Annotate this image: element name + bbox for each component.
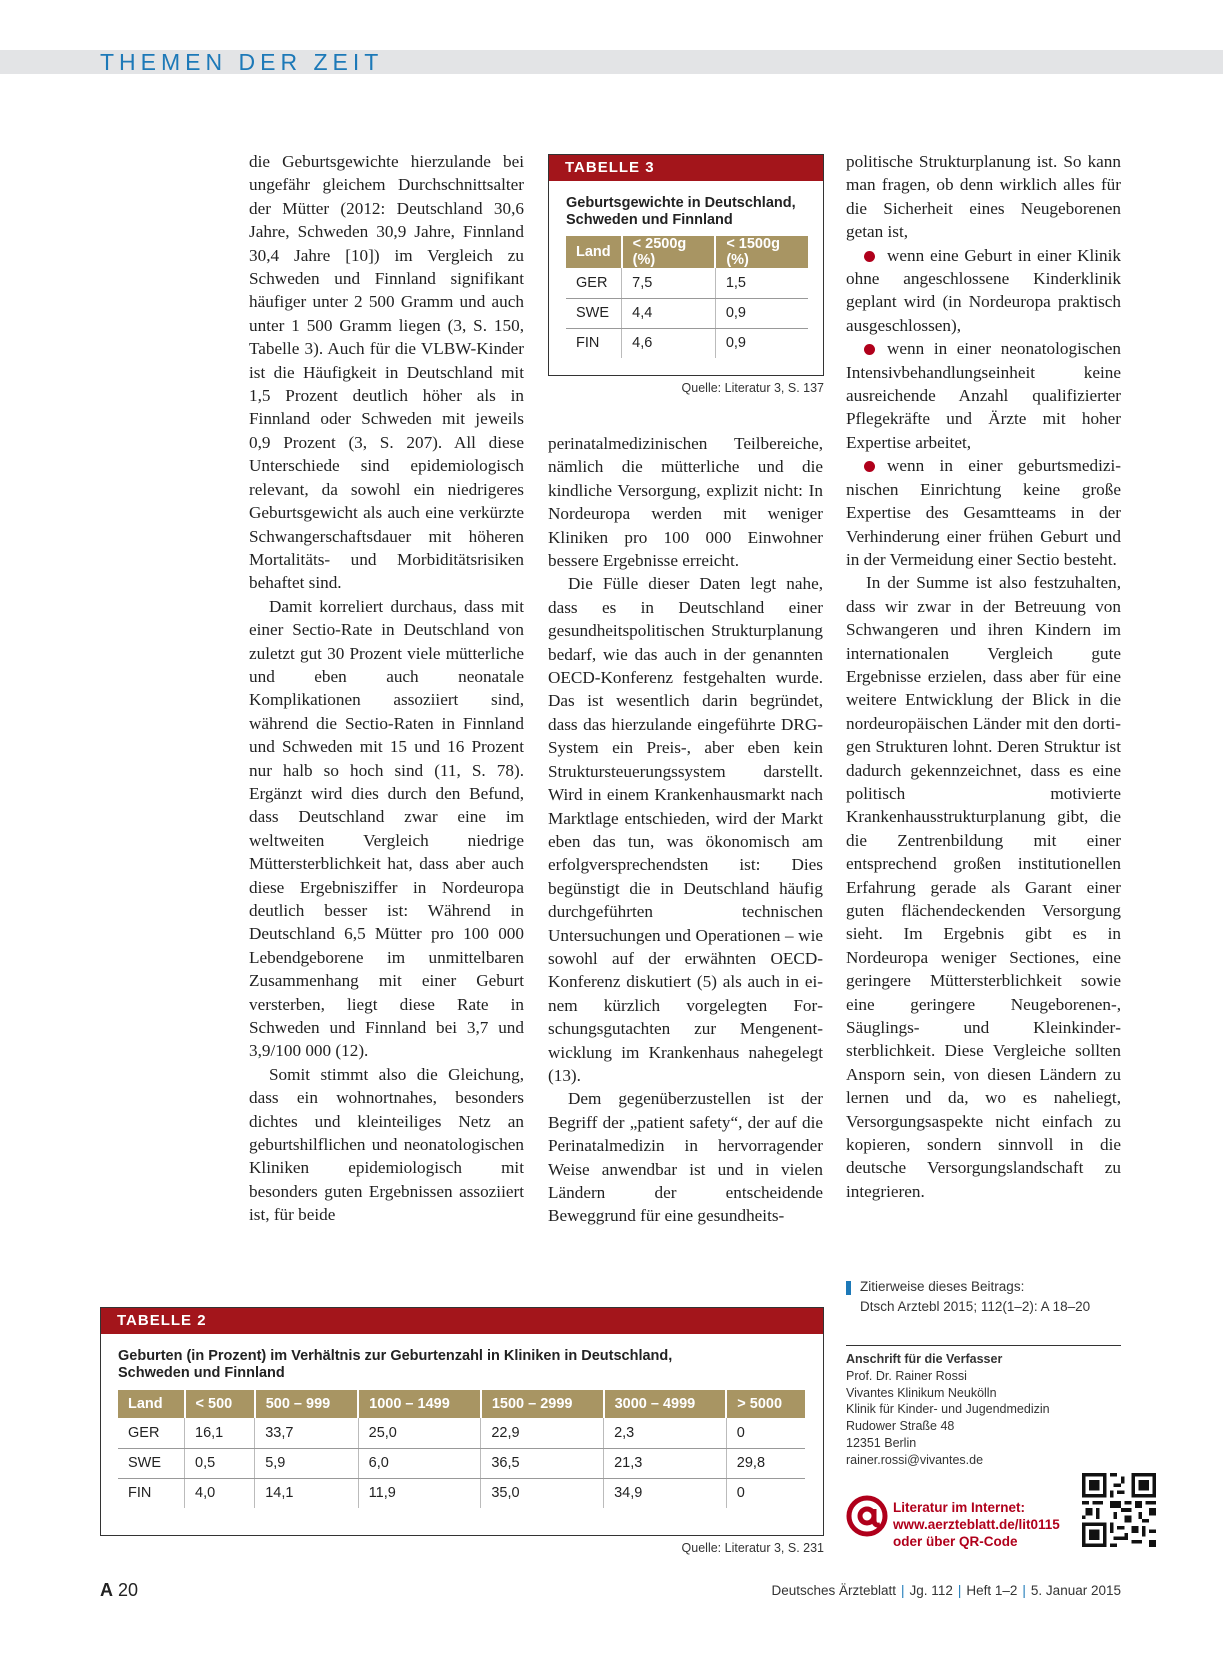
address-line: Klinik für Kinder- und Jugendmedizin xyxy=(846,1402,1050,1417)
citation-box xyxy=(846,1277,1121,1317)
table-row xyxy=(566,298,808,328)
table-cell: 34,9 xyxy=(604,1478,727,1508)
table-cell: 1,5 xyxy=(715,268,808,298)
table-cell: 4,4 xyxy=(622,298,716,328)
table-cell: 0,9 xyxy=(725,335,746,352)
bullet-dot-icon xyxy=(864,344,875,355)
page-number: A 20 xyxy=(100,1580,139,1600)
table-header-cell: < 500 xyxy=(185,1390,255,1418)
footer-journal-info: Deutsches Ärzteblatt | Jg. 112 | Heft 1–2 | 5. Januar 2015 xyxy=(771,1583,1121,1598)
table-3-caption: Geburtsgewichte in Deutschland, Schweden und Finnland xyxy=(566,195,796,228)
table-cell: FIN xyxy=(118,1478,185,1508)
table-row xyxy=(118,1418,805,1448)
table-2-source: Quelle: Literatur 3, S. 231 xyxy=(681,1541,824,1555)
table-cell: 14,1 xyxy=(255,1478,358,1508)
col1-paragraph-3: Somit stimmt also die Gleichung, dass ein wohnortnahes, besonders dichtes und kleinteiliges Netz an geburtshilflichen und neonatologischen Kliniken epidemiologisch mit besonders guten Ergebnissen assoziiert ist, für beide xyxy=(249,1064,524,1225)
table-cell: 7,5 xyxy=(622,268,716,298)
literature-link[interactable]: www.aerzteblatt.de/lit0115 xyxy=(893,1517,1060,1532)
table-cell: 22,9 xyxy=(481,1418,604,1448)
table-header-cell: 1500 – 2999 xyxy=(481,1390,604,1418)
col3-paragraph-1: politische Strukturplanung ist. So kann man fragen, ob denn wirklich alles für die Sicherheit eines Neugeborenen getan ist, xyxy=(846,152,1121,242)
table-2-grid xyxy=(118,1390,805,1508)
table-cell: 35,0 xyxy=(481,1478,604,1508)
qr-code-icon[interactable] xyxy=(1082,1473,1156,1547)
column-1 xyxy=(249,150,524,1227)
bullet-item: wenn in einer neonatologischen Intensivbehandlungseinheit keine ausreichende Anzahl qualifizierter Pflegekräfte und Ärzte mit hoher Expertise arbeitet, xyxy=(846,339,1121,452)
table-cell: 4,0 xyxy=(185,1478,255,1508)
bullet-item: wenn in einer geburtsmedizinischen Einrichtung keine große Expertise des Gesamtteams in der Verhinderung einer frühen Geburt und in der Vermeidung einer Sectio besteht. xyxy=(846,456,1121,569)
table-row xyxy=(118,1448,805,1478)
table-cell: 29,8 xyxy=(726,1448,805,1478)
address-line: Rudower Straße 48 xyxy=(846,1419,955,1434)
table-header-cell: 1000 – 1499 xyxy=(358,1390,481,1418)
table-3-source: Quelle: Literatur 3, S. 137 xyxy=(681,381,824,395)
table-cell: 16,1 xyxy=(185,1418,255,1448)
citation-line-2: Dtsch Arztebl 2015; 112(1–2): A 18–20 xyxy=(860,1299,1091,1314)
col2-paragraph-2: Die Fülle dieser Daten legt nahe, dass es in Deutschland einer gesundheitspolitischen Strukturplanung bedarf, wie das auch in der genannten OECD-Konferenz festgehalten wurde. Das ist wesentlich darin begründet, dass das hierzulande eingeführte DRG-System ein Preis-, aber eben kein Struktursteuerungssystem darstellt. Wird in einem Krankenhausmarkt nach Marktlage entschieden, wird der Markt eben das tun, was ökonomisch am erfolgversprechendsten ist: Dies begünstigt die in Deutschland häufig durchgeführten technischen Untersuchungen und Operationen – wie sowohl auf der erwähnten OECD-Konferenz diskutiert (5) als auch in einem kürzlich vorgelegten Forschungsgutachten zur Mengenentwicklung im Krankenhaus nahegelegt (13). xyxy=(548,574,823,1085)
table-2-label: TABELLE 2 xyxy=(101,1308,823,1334)
section-title: THEMEN DER ZEIT xyxy=(100,49,384,75)
table-3-label: TABELLE 3 xyxy=(549,155,823,181)
col3-paragraph-2: In der Summe ist also festzuhalten, dass wir zwar in der Betreuung von Schwangeren und ihren Kindern im internationalen Vergleich gute Ergebnisse erzielen, dass aber für eine weitere Entwicklung der Blick in die nordeuropäischen Länder mit den dortigen Strukturen lohnt. Deren Struktur ist dadurch gekennzeichnet, dass es eine politisch motivierte Krankenhausstrukturplanung gibt, die die Zentrenbildung mit einer entsprechend großen institutionellen Erfahrung gerade als Garant einer guten flächendeckenden Versorgung sieht. Im Ergebnis gibt es in Nordeuropa weniger Sectiones, eine geringere Müttersterblichkeit sowie eine geringere Neugeborenen-, Säuglings- und Kleinkindersterblichkeit. Diese Vergleiche sollten Ansporn sein, von diesen Ländern zu lernen und da, wo es naheliegt, Versorgungsaspekte nicht einfach zu kopieren, sondern sinnvoll in die deutsche Versorgungslandschaft zu integrieren. xyxy=(846,573,1121,1201)
table-cell: 21,3 xyxy=(604,1448,727,1478)
address-line: Vivantes Klinikum Neukölln xyxy=(846,1385,997,1400)
table-cell: 11,9 xyxy=(358,1478,481,1508)
table-header-cell: Land xyxy=(118,1390,185,1418)
address-title: Anschrift für die Verfasser xyxy=(846,1352,1003,1366)
table-cell: 0 xyxy=(726,1418,805,1448)
table-2-caption: Geburten (in Prozent) im Verhältnis zur Geburtenzahl in Kliniken in Deutschland, Schweden und Finnland xyxy=(118,1348,673,1381)
table-cell: SWE xyxy=(118,1448,185,1478)
table-2 xyxy=(100,1307,824,1536)
journal-volume: Jg. 112 xyxy=(909,1583,953,1598)
table-header-cell: 3000 – 4999 xyxy=(604,1390,727,1418)
table-header-cell: Land xyxy=(566,236,622,268)
table-header-cell: 500 – 999 xyxy=(255,1390,358,1418)
literature-box xyxy=(846,1495,1086,1565)
table-cell: 0,5 xyxy=(185,1448,255,1478)
col1-paragraph-1: die Geburtsgewichte hierzulande bei ungefähr gleichem Durchschnittsalter der Mütter (2012: Deutschland 30,6 Jahre, Schweden 30,9 Jahre, Finnland 30,4 Jahre [10]) im Vergleich zu Schweden und Finnland signifikant häufiger unter 2 500 Gramm und auch unter 1 500 Gramm liegen (3, S. 150, Tabelle 3). Auch für die VLBW-Kinder ist die Häufigkeit in Deutschland mit 1,5 Prozent deutlich höher als in Finnland oder Schweden mit jeweils 0,9 Prozent (3, S. 207). All diese Unterschiede sind epidemiologisch relevant, da sowohl ein niedrigeres Geburtsgewicht als auch eine verkürzte Schwangerschaftsdauer mit höheren Mortalitäts- und Morbiditätsrisiken behaftet sind. xyxy=(249,152,524,593)
address-line: Prof. Dr. Rainer Rossi xyxy=(846,1368,967,1383)
table-cell: 25,0 xyxy=(358,1418,481,1448)
table-cell: SWE xyxy=(566,298,622,328)
table-cell: FIN xyxy=(566,328,622,358)
journal-issue: Heft 1–2 xyxy=(966,1583,1018,1598)
journal-date: 5. Januar 2015 xyxy=(1030,1583,1121,1598)
journal-name: Deutsches Ärzteblatt xyxy=(771,1583,897,1598)
table-row xyxy=(566,328,808,358)
table-cell: 6,0 xyxy=(358,1448,481,1478)
at-sign-icon xyxy=(846,1495,888,1537)
table-cell: 5,9 xyxy=(255,1448,358,1478)
table-cell: 0 xyxy=(736,1485,745,1502)
table-cell: 33,7 xyxy=(255,1418,358,1448)
bullet-dot-icon xyxy=(864,251,875,262)
author-address xyxy=(846,1351,1121,1469)
literature-qr-hint: oder über QR-Code xyxy=(893,1534,1018,1549)
col2-paragraph-1: perinatalmedizinischen Teilbereiche, nämlich die mütterliche und die kindliche Versorgung, explizit nicht: In Nordeuropa werden mit weniger Kliniken pro 100 000 Einwohner bessere Ergebnisse erreicht. xyxy=(548,434,823,571)
table-cell: 0,9 xyxy=(715,298,808,328)
table-cell: 36,5 xyxy=(481,1448,604,1478)
citation-bar-icon xyxy=(846,1281,851,1295)
address-line: 12351 Berlin xyxy=(846,1435,917,1450)
column-3 xyxy=(846,150,1121,1203)
table-header-cell: > 5000 xyxy=(726,1390,805,1418)
table-header-cell: < 1500g (%) xyxy=(715,236,808,268)
table-row xyxy=(566,268,808,298)
table-cell: GER xyxy=(566,268,622,298)
literature-label: Literatur im Internet: xyxy=(893,1500,1026,1515)
table-3-grid xyxy=(566,236,808,358)
table-cell: 4,6 xyxy=(622,328,716,358)
author-email[interactable]: rainer.rossi@vivantes.de xyxy=(846,1452,984,1467)
table-3 xyxy=(548,154,824,376)
table-cell: GER xyxy=(118,1418,185,1448)
col1-paragraph-2: Damit korreliert durchaus, dass mit einer Sectio-Rate in Deutschland von zuletzt gut 30 Prozent viele mütterliche und eben auch neonatale Komplikationen assoziiert sind, während die Sectio-Raten in Finnland und Schweden mit 15 und 16 Prozent nur halb so hoch sind (11, S. 78). Ergänzt wird dies durch den Befund, dass Deutschland zwar eine im weltweiten Vergleich niedrige Müttersterblichkeit hat, dass aber auch diese Ergebnisziffer in Nordeuropa deutlich besser ist: Während in Deutschland 6,5 Mütter pro 100 000 Lebendgeborene im unmittelbaren Zusammenhang mit einer Geburt versterben, liegt diese Rate in Schweden und Finnland bei 3,7 und 3,9/100 000 (12). xyxy=(249,596,524,1061)
bullet-dot-icon xyxy=(864,461,875,472)
column-2 xyxy=(548,432,823,1228)
table-row xyxy=(118,1478,805,1508)
col2-paragraph-3: Dem gegenüberzustellen ist der Begriff der „patient safety“, der auf die Perinatalmedizin in hervorragender Weise anwendbar ist und in vielen Ländern der entscheidende Beweggrund für eine gesundheits- xyxy=(548,1089,823,1226)
table-header-cell: < 2500g (%) xyxy=(622,236,716,268)
divider xyxy=(846,1345,1121,1346)
bullet-item: wenn eine Geburt in einer Klinik ohne angeschlossene Kinderklinik geplant wird (in Nordeuropa praktisch ausgeschlossen), xyxy=(846,245,1121,335)
table-cell: 2,3 xyxy=(604,1418,727,1448)
citation-line-1: Zitierweise dieses Beitrags: xyxy=(860,1279,1025,1294)
